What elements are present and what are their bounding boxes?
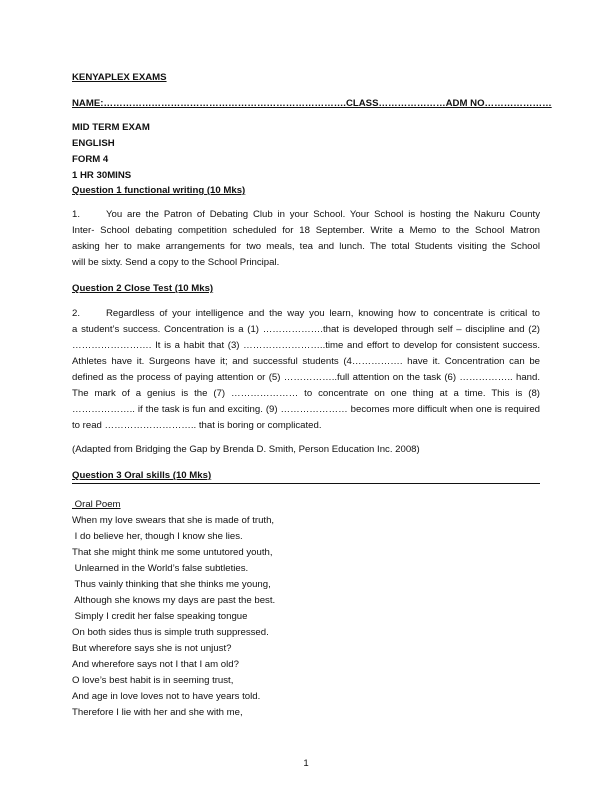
q2-heading — [72, 281, 540, 297]
poem-line: When my love swears that she is made of truth, — [72, 515, 275, 526]
q2-number: 2. — [72, 308, 81, 319]
page-number: 1 — [303, 758, 309, 769]
q1-paragraph — [72, 207, 540, 271]
poem — [72, 497, 540, 721]
q2-line: Athletes have it. Surgeons have it; and successful students (4……………. have it. Concentration can be — [72, 356, 540, 367]
poem-line: Although she knows my days are past the best. — [72, 595, 276, 606]
poem-line: On both sides thus is simple truth suppressed. — [72, 627, 269, 638]
exam-title: MID TERM EXAM — [72, 122, 150, 133]
q2-source: (Adapted from Bridging the Gap by Brenda D. Smith, Person Education Inc. 2008) — [72, 444, 420, 455]
org-title-text: KENYAPLEX EXAMS — [72, 72, 167, 83]
q2-line — [72, 306, 540, 322]
exam-duration: 1 HR 30MINS — [72, 170, 132, 181]
poem-line: And age in love loves not to have years told. — [72, 691, 261, 702]
q1-number: 1. — [72, 209, 81, 220]
poem-lines — [72, 513, 540, 721]
poem-line: But wherefore says she is not unjust? — [72, 643, 232, 654]
poem-line: Simply I credit her false speaking tongue — [72, 611, 248, 622]
q1-line: will be sixty. Send a copy to the School Principal. — [72, 257, 280, 268]
q2-line: The mark of a genius is the (7) ………………… to concentrate on one thing at a time. This is (8) — [72, 388, 540, 399]
poem-line: Thus vainly thinking that she thinks me young, — [72, 579, 271, 590]
exam-info — [72, 120, 540, 199]
poem-line: O love’s best habit is in seeming trust, — [72, 675, 234, 686]
poem-line: And wherefore says not I that I am old? — [72, 659, 239, 670]
poem-line: That she might think me some untutored youth, — [72, 547, 273, 558]
name-class-adm-line — [72, 96, 552, 112]
poem-line: I do believe her, though I know she lies. — [72, 531, 243, 542]
org-title — [72, 70, 540, 86]
exam-form: FORM 4 — [72, 154, 109, 165]
name-class-adm-text: NAME:………………………………………………………………….CLASS…………………ADM NO………………… — [72, 98, 552, 109]
q3-heading-text: Question 3 Oral skills (10 Mks) — [72, 470, 212, 481]
q2-line: ……………………. It is a habit that (3) ……………………..time and effort to develop for consistent success. — [72, 340, 540, 351]
poem-line: Unlearned in the World’s false subtleties. — [72, 563, 249, 574]
q2-heading-text: Question 2 Close Test (10 Mks) — [72, 283, 214, 294]
q3-heading — [72, 469, 540, 484]
q1-line: Inter- School debating competition scheduled for 18 September. Write a Memo to the School Matron — [72, 225, 540, 236]
q1-line — [72, 207, 540, 223]
exam-subject: ENGLISH — [72, 138, 115, 149]
q2-line: a student’s success. Concentration is a (1) ……………….that is developed through self – discipline and (2) — [72, 324, 540, 335]
q1-line: asking her to make arrangements for two meals, tea and lunch. The total Students visiting the School — [72, 241, 540, 252]
q2-line: to read ……………………….. that is boring or complicated. — [72, 420, 322, 431]
poem-line: Therefore I lie with her and she with me, — [72, 707, 243, 718]
q1-heading: Question 1 functional writing (10 Mks) — [72, 185, 246, 196]
q1-line-text: You are the Patron of Debating Club in your School. Your School is hosting the Nakuru County — [106, 209, 540, 220]
q2-paragraph — [72, 306, 540, 434]
q2-line: defined as the process of paying attention or (5) ……………..full attention on the task (6) …………….. hand. — [72, 372, 540, 383]
q2-line-text: Regardless of your intelligence and the way you learn, knowing how to concentrate is critical to — [106, 308, 540, 319]
q2-line: ……………….. if the task is fun and exciting. (9) ………………… becomes more difficult when one is required — [72, 404, 540, 415]
poem-title: Oral Poem — [72, 499, 121, 510]
